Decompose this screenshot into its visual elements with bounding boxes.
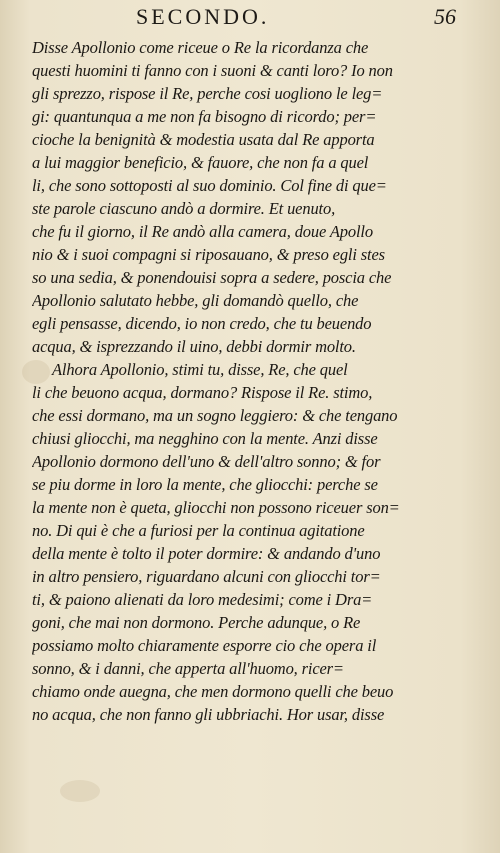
text-line: sonno, & i danni, che apperta all'huomo, ricer= — [32, 659, 344, 678]
text-line: in altro pensiero, riguardano alcuni con gliocchi tor= — [32, 567, 381, 586]
text-line: goni, che mai non dormono. Perche adunque, o Re — [32, 613, 361, 632]
text-line: egli pensasse, dicendo, io non credo, che tu beuendo — [32, 314, 372, 333]
text-line: li, che sono sottoposti al suo dominio. Col fine di que= — [32, 176, 387, 195]
running-head: SECONDO. — [136, 4, 270, 29]
text-line: no. Di qui è che a furiosi per la continua agitatione — [32, 521, 365, 540]
text-line: no acqua, che non fanno gli ubbriachi. Hor usar, disse — [32, 705, 385, 724]
text-line: la mente non è queta, gliocchi non possono riceuer son= — [32, 498, 400, 517]
text-line: Alhora Apollonio, stimi tu, disse, Re, che quel — [52, 360, 348, 379]
text-line: ti, & paiono alienati da loro medesimi; come i Dra= — [32, 590, 373, 609]
text-line: cioche la benignità & modestia usata dal Re apporta — [32, 130, 375, 149]
text-line: questi huomini ti fanno con i suoni & canti loro? Io non — [32, 61, 393, 80]
body-text — [32, 36, 476, 726]
text-line: li che beuono acqua, dormano? Rispose il Re. stimo, — [32, 383, 373, 402]
text-line: della mente è tolto il poter dormire: & andando d'uno — [32, 544, 381, 563]
text-line: chiusi gliocchi, ma negghino con la mente. Anzi disse — [32, 429, 378, 448]
text-line: se piu dorme in loro la mente, che gliocchi: perche se — [32, 475, 378, 494]
text-line: gli sprezzo, rispose il Re, perche cosi uogliono le leg= — [32, 84, 383, 103]
text-line: Apollonio dormono dell'uno & dell'altro sonno; & for — [32, 452, 381, 471]
text-line: ste parole ciascuno andò a dormire. Et uenuto, — [32, 199, 336, 218]
text-line: Disse Apollonio come riceue o Re la ricordanza che — [32, 38, 369, 57]
text-line: possiamo molto chiaramente esporre cio che opera il — [32, 636, 377, 655]
text-line: so una sedia, & ponendouisi sopra a sedere, poscia che — [32, 268, 392, 287]
text-line: a lui maggior beneficio, & fauore, che non fa a quel — [32, 153, 369, 172]
text-line: acqua, & isprezzando il uino, debbi dormir molto. — [32, 337, 356, 356]
text-line: gi: quantunqua a me non fa bisogno di ricordo; per= — [32, 107, 377, 126]
paper-stain — [60, 780, 100, 802]
page-number: 56 — [434, 4, 456, 29]
page-header — [0, 4, 500, 28]
text-line: che fu il giorno, il Re andò alla camera, doue Apollo — [32, 222, 373, 241]
text-line: che essi dormano, ma un sogno leggiero: & che tengano — [32, 406, 398, 425]
text-line: chiamo onde auegna, che men dormono quelli che beuo — [32, 682, 394, 701]
text-line: Apollonio salutato hebbe, gli domandò quello, che — [32, 291, 359, 310]
text-line: nio & i suoi compagni si riposauano, & preso egli stes — [32, 245, 385, 264]
